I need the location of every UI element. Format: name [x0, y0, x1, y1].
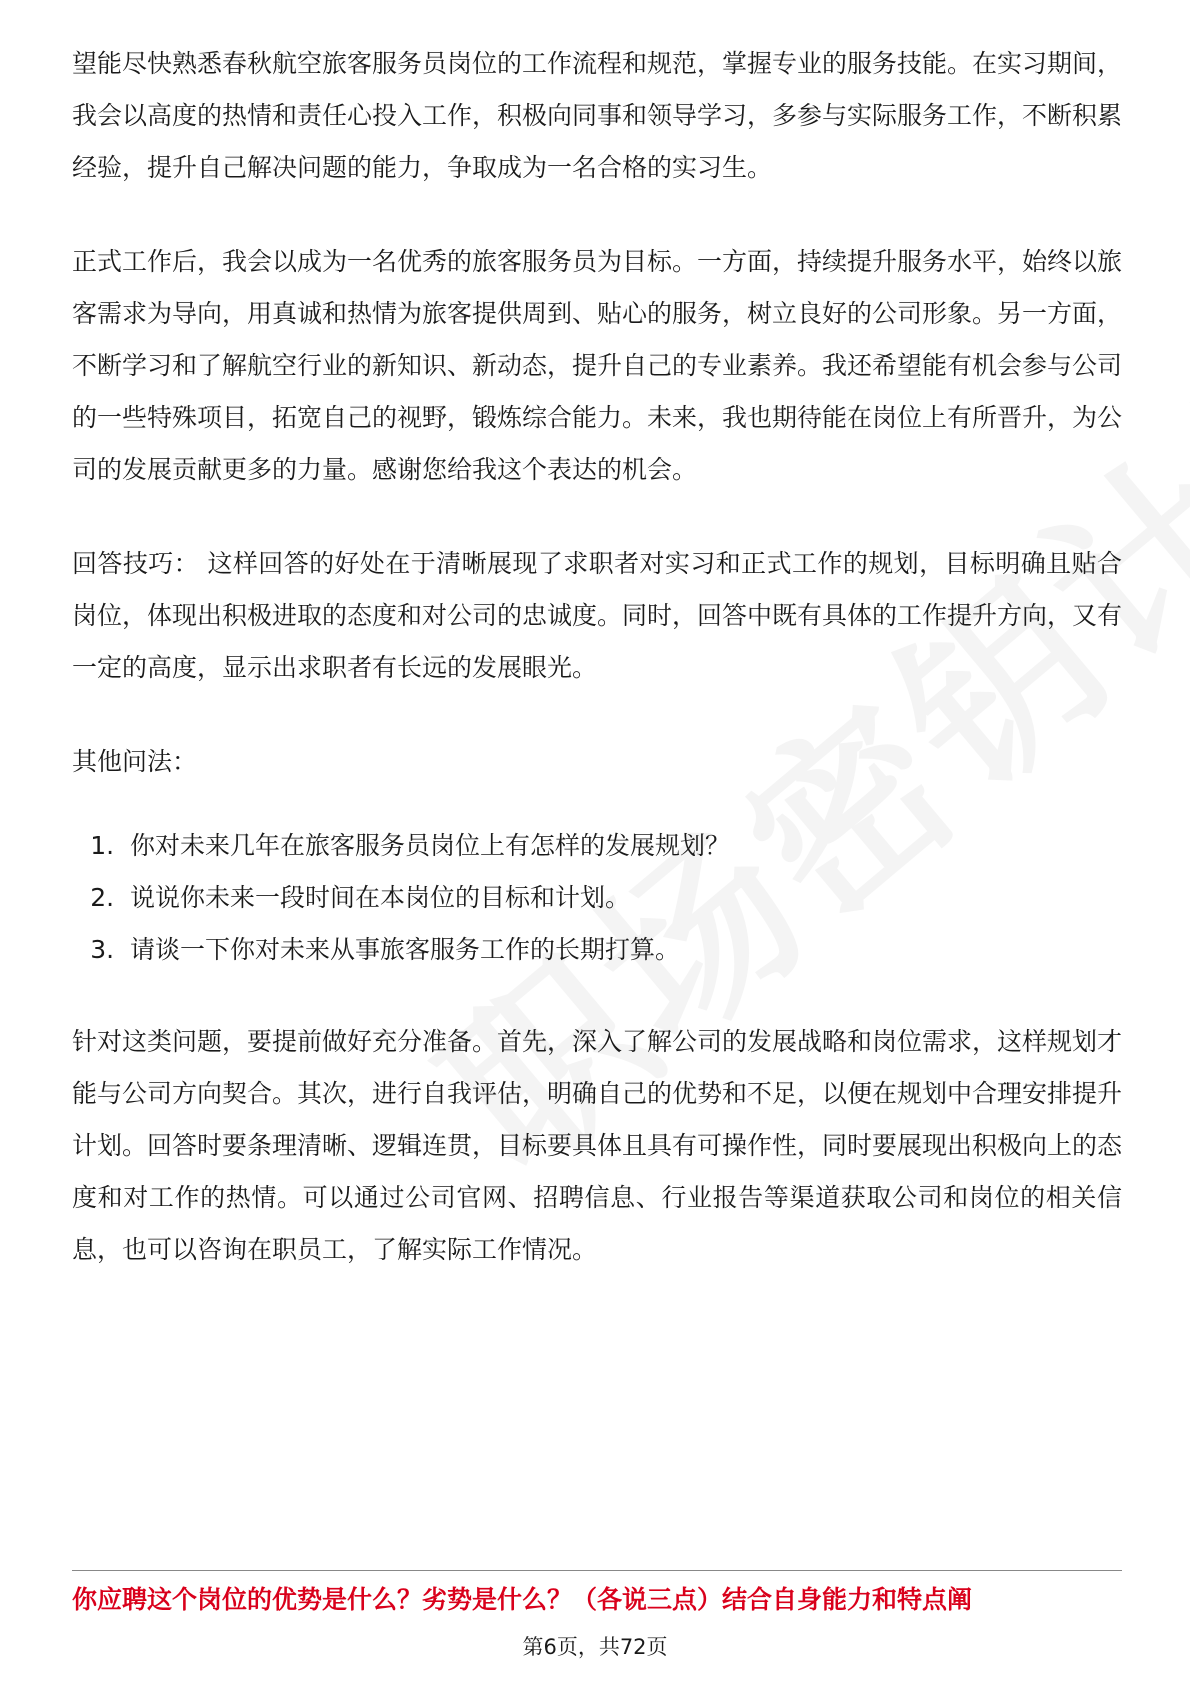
- other-questions-heading: 其他问法：: [72, 747, 198, 776]
- paragraph-answer-tips: 回答技巧： 这样回答的好处在于清晰展现了求职者对实习和正式工作的规划，目标明确且贴合岗位，体现出积极进取的态度和对公司的忠诚度。同时，回答中既有具体的工作提升方向，又有一定的高度，显示出求职者有长远的发展眼光。: [72, 549, 1123, 682]
- paragraph-internship: 望能尽快熟悉春秋航空旅客服务员岗位的工作流程和规范，掌握专业的服务技能。在实习期间，我会以高度的热情和责任心投入工作，积极向同事和领导学习，多参与实际服务工作，不断积累经验，提升自己解决问题的能力，争取成为一名合格的实习生。: [72, 49, 1123, 182]
- page-number: 第6页，共72页: [522, 1635, 668, 1659]
- footer-divider: [72, 1570, 1122, 1571]
- list-item: 1. 你对未来几年在旅客服务员岗位上有怎样的发展规划？: [122, 820, 1122, 872]
- next-question-title: 你应聘这个岗位的优势是什么？劣势是什么？（各说三点）结合自身能力和特点阐: [72, 1585, 973, 1614]
- page-content: [72, 38, 1122, 1276]
- paragraph-formal-work: 正式工作后，我会以成为一名优秀的旅客服务员为目标。一方面，持续提升服务水平，始终以旅客需求为导向，用真诚和热情为旅客提供周到、贴心的服务，树立良好的公司形象。另一方面，不断学习和了解航空行业的新知识、新动态，提升自己的专业素养。我还希望能有机会参与公司的一些特殊项目，拓宽自己的视野，锻炼综合能力。未来，我也期待能在岗位上有所晋升，为公司的发展贡献更多的力量。感谢您给我这个表达的机会。: [72, 247, 1123, 484]
- other-questions-list: [72, 820, 1122, 976]
- list-item: 3. 请谈一下你对未来从事旅客服务工作的长期打算。: [122, 924, 1122, 976]
- paragraph-preparation: 针对这类问题，要提前做好充分准备。首先，深入了解公司的发展战略和岗位需求，这样规划才能与公司方向契合。其次，进行自我评估，明确自己的优势和不足，以便在规划中合理安排提升计划。回答时要条理清晰、逻辑连贯，目标要具体且具有可操作性，同时要展现出积极向上的态度和对工作的热情。可以通过公司官网、招聘信息、行业报告等渠道获取公司和岗位的相关信息，也可以咨询在职员工，了解实际工作情况。: [72, 1027, 1123, 1264]
- list-item: 2. 说说你未来一段时间在本岗位的目标和计划。: [122, 872, 1122, 924]
